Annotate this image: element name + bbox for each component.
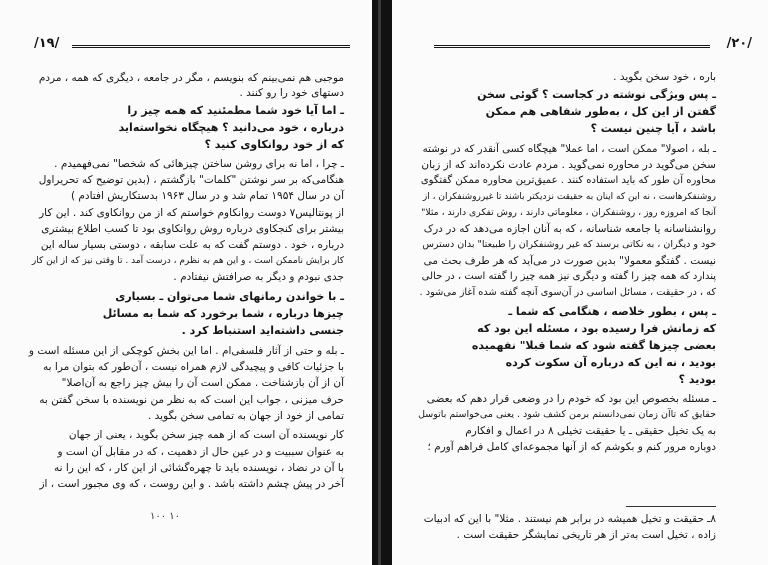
right-line-10: روانشناسانه یا جامعه شناسانه ، که به آنان اجازه می‌دهد که در درک [423,223,716,235]
right-line-13: پندارد که همه چیز را گفته و دیگری نیز همه چیز را گفته است ، در حالی [421,271,716,282]
left-line-9: از پونتالیس۷ دوست روانکاوم خواستم که از من روانکاوی کند . این کار [39,207,344,219]
left-line-18: با جزئیات کافی و پیچیدگی لازم همراه نیست ، آن‌طور که بتوان مرا به [43,361,344,373]
right-line-23: دوباره مرور کنم و بکوشم که از آنها مجموعه‌ای کامل فراهم آورم ؛ [427,441,716,453]
left-line-14: ـ با خواندن رمانهای شما می‌توان ـ بسیاری [115,290,344,303]
right-page-header [392,36,768,56]
right-line-14: که ، در حقیقت ، مسائل اساسی در آن‌سوی آنچه گفته شده آغاز می‌شود . [419,287,716,298]
right-line-4: باشد ، آیا چنین نیست ؟ [590,122,716,135]
right-line-17: بعضی چیزها گفته شود که شما قبلا" نفهمیده [471,339,716,352]
left-header-rule [72,45,350,48]
left-line-13: جدی نبودم و دیگر به صرافتش نیفتادم . [173,271,344,283]
right-page-number: /۲۰/ [726,36,752,51]
right-header-rule [434,45,710,48]
right-line-19: بودید ؟ [678,373,716,386]
left-page-header [0,36,372,56]
left-line-7: هنگامی‌که بر سر نوشتن "کلمات" بازگشتم ، (بدین توضیح که تحریراول [38,174,344,186]
left-line-15: چیزها درباره‌ ، شما برخورد که شما به مسائل [102,307,344,320]
left-page-number: /۱۹/ [34,36,60,51]
right-line-3: گفتن از این کل ، به‌طور شفاهی هم ممکن [485,105,716,118]
left-line-23: به عنوان سببیت و در عین حال از دهمیت ، که در مقابل آن است و [57,446,344,458]
right-line-12: نیست . گفتگو معمولا" بدین صورت در می‌آید که هر طرف بحث می‌ [423,255,716,267]
right-line-2: ـ پس ویژگی نوشته در کجاست ؟ گوئی سخن [477,88,716,101]
left-page [0,0,372,565]
right-line-9: آنجا که امروزه روز ، روشنفکران ، معلوماتی دارند ، روش تفکری دارند ، مثلا" [421,207,716,218]
left-line-5: که از خود روانکاوی کنید ؟ [204,138,344,151]
footnote-line-1: ۸ـ حقیقت و تخیل همیشه در برابر هم نیستند . مثلا" با این که ادبیات [423,513,716,525]
left-line-6: ـ چرا ، اما نه برای روشن ساختن چیزهائی که شخصا" نمی‌فهمیدم . [54,158,344,170]
left-line-8: آن در سال ۱۹۵۴ تمام شد و در سال ۱۹۶۳ بدستکاریش افتادم ) [71,190,344,202]
right-line-22: به یک تخیل حقیقی ـ یا حقیقت تخیلی ۸ در اعمال و افکارم [465,425,716,437]
right-line-11: خود و دیگران ، به نکاتی برسند که غیر روشنفکران را طبیعتا" بدان دسترس [422,239,716,250]
left-line-16: جنسی داشته‌اید استنباط کرد . [181,324,344,337]
book-spine [372,0,392,565]
left-line-3: ـ اما آیا خود شما مطمئنید که همه چیز را [127,104,344,117]
right-line-16: که زمانش فرا رسیده بود ، مسئله این بود که [477,322,716,335]
left-signature-mark: ۱۰۰ ۱۰ [150,511,181,522]
right-line-7: محاوره آن طور که باید استفاده کنند . عمیق‌ترین محاوره‌ ممکن گفتگوی [420,175,716,186]
right-line-8: روشنفکرهاست ، نه این که اینان به حقیقت نزدیکتر باشند تا غیرروشنفکران ، از [422,192,716,202]
left-line-19: آن از آن بازشناخت . ممکن است آن را بیش چیز راجع به آن‌اصلا" [61,377,344,389]
left-line-10: بیشتر برای کنجکاوی درباره‌ روش روانکاوی بود تا کسب اطلاع بیشتری [41,223,344,235]
footnote-rule [626,506,716,507]
right-line-15: ـ پس ، بطور خلاصه ، هنگامی که شما ـ [508,305,716,318]
left-line-21: تمامی از خود از جهان به تمامی سخن بگوید . [147,410,344,422]
right-line-1: باره‌ ، خود سخن بگوید . [613,71,716,83]
right-line-18: بودید ، نه این که درباره آن سکوت کرده [505,356,716,369]
right-line-20: ـ مسئله بخصوص این بود که خودم را در وضعی قرار دهم که بعضی [426,393,716,405]
right-line-6: سخن می‌گوید در محاوره نمی‌گوید . مردم عادت نکرده‌اند که از زبان [421,159,716,171]
left-line-25: آخر در پیش چشم داشته باشد . و این روست ، که وی مجبور است ، از [39,478,344,490]
left-line-11: درباره‌ ، خود . دوستم گفت که به علت سابقه‌ ، دوستی بسیار ساله این [40,239,344,251]
left-line-2: دستهای خود را رو کنند . [239,87,344,99]
left-line-22: کار نویسنده آن است که از همه چیز سخن بگوید ، یعنی از جهان [68,429,344,441]
left-line-17: ـ بله و حتی از آثار فلسفی‌ام . اما این بخش کوچکی از این مسئله است و [28,345,344,357]
left-line-20: حرف میزنی ، جواب این است که به نظر من نویسنده با سخن گفتن به [39,394,344,406]
left-line-1: موجبی هم نمی‌بینم که بنویسم ، مگر در جامعه‌ ، دیگری که همه‌ ، مردم [38,72,344,84]
right-page [392,0,768,565]
left-line-4: درباره‌ ، خود می‌دانید ؟ هیچگاه نخواسته‌اید [118,121,344,134]
left-line-12: کار برایش ناممکن است ، و این هم به نظرم ، درست آمد . تا وقتی نیز که از این کار [31,256,344,266]
right-line-21: حقایق که تاآن زمان نمی‌دانستم برمن کشف شود . یعنی می‌خواستم باتوسل [418,409,716,420]
footnote-line-2: زاده‌ ، تخیل است به‌تر از هر تاریخی نمایشگر حقیقت است . [456,529,716,541]
left-line-24: با آن در نضاد ، نویسنده باید تا چهره‌گشائی از این کار ، که این را نه [53,462,344,474]
right-line-5: ـ بله ، اصولا" ممکن است ، اما عملا" هیچگاه کسی آنقدر که در نوشته [422,143,716,155]
